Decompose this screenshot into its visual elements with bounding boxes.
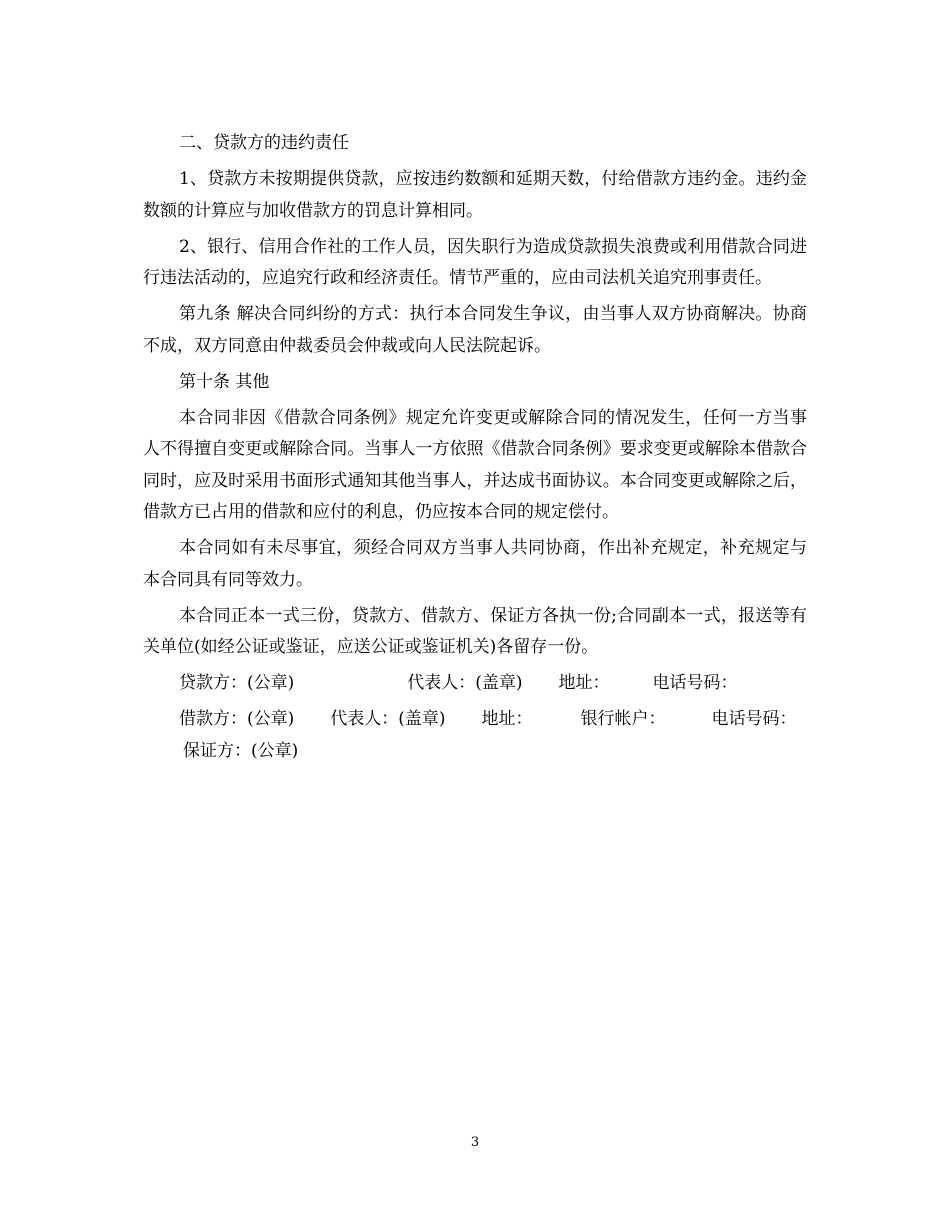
paragraph-supplementary-terms: 本合同如有未尽事宜，须经合同双方当事人共同协商，作出补充规定，补充规定与本合同具有同等效力。 bbox=[143, 538, 807, 590]
document-body bbox=[143, 128, 807, 767]
page-number: 3 bbox=[470, 1135, 480, 1150]
borrower-bank-account-label: 银行帐户： bbox=[580, 709, 666, 729]
borrower-address-label: 地址： bbox=[481, 709, 533, 729]
lender-phone-label: 电话号码： bbox=[652, 673, 738, 693]
lender-address-label: 地址： bbox=[558, 673, 610, 693]
borrower-phone-label: 电话号码： bbox=[711, 709, 797, 729]
paragraph-article-9-dispute: 第九条 解决合同纠纷的方式：执行本合同发生争议，由当事人双方协商解决。协商不成，双方同意由仲裁委员会仲裁或向人民法院起诉。 bbox=[143, 304, 807, 356]
borrower-seal-label: 借款方：(公章) bbox=[179, 709, 295, 729]
lender-seal-label: 贷款方：(公章) bbox=[179, 673, 295, 693]
paragraph-contract-modification: 本合同非因《借款合同条例》规定允许变更或解除合同的情况发生，任何一方当事人不得擅自变更或解除合同。当事人一方依照《借款合同条例》要求变更或解除本借款合同时，应及时采用书面形式通知其他当事人，并达成书面协议。本合同变更或解除之后，借款方已占用的借款和应付的利息，仍应按本合同的规定偿付。 bbox=[143, 407, 807, 522]
section-heading-lender-liability: 二、贷款方的违约责任 bbox=[179, 133, 349, 153]
borrower-signature-block bbox=[143, 704, 807, 767]
paragraph-staff-liability: 2、银行、信用合作社的工作人员，因失职行为造成贷款损失浪费或利用借款合同进行违法活动的，应追究行政和经济责任。情节严重的，应由司法机关追究刑事责任。 bbox=[143, 236, 807, 288]
paragraph-copies: 本合同正本一式三份，贷款方、借款方、保证方各执一份;合同副本一式，报送等有关单位(如经公证或鉴证，应送公证或鉴证机关)各留存一份。 bbox=[143, 605, 807, 657]
guarantor-seal-label: 保证方：(公章) bbox=[183, 740, 299, 761]
paragraph-article-10-heading: 第十条 其他 bbox=[179, 371, 270, 392]
borrower-representative-label: 代表人：(盖章) bbox=[330, 709, 446, 729]
lender-representative-label: 代表人：(盖章) bbox=[407, 673, 523, 693]
lender-signature-line bbox=[143, 668, 807, 700]
paragraph-lender-late-penalty: 1、贷款方未按期提供贷款，应按违约数额和延期天数，付给借款方违约金。违约金数额的计算应与加收借款方的罚息计算相同。 bbox=[143, 169, 807, 221]
